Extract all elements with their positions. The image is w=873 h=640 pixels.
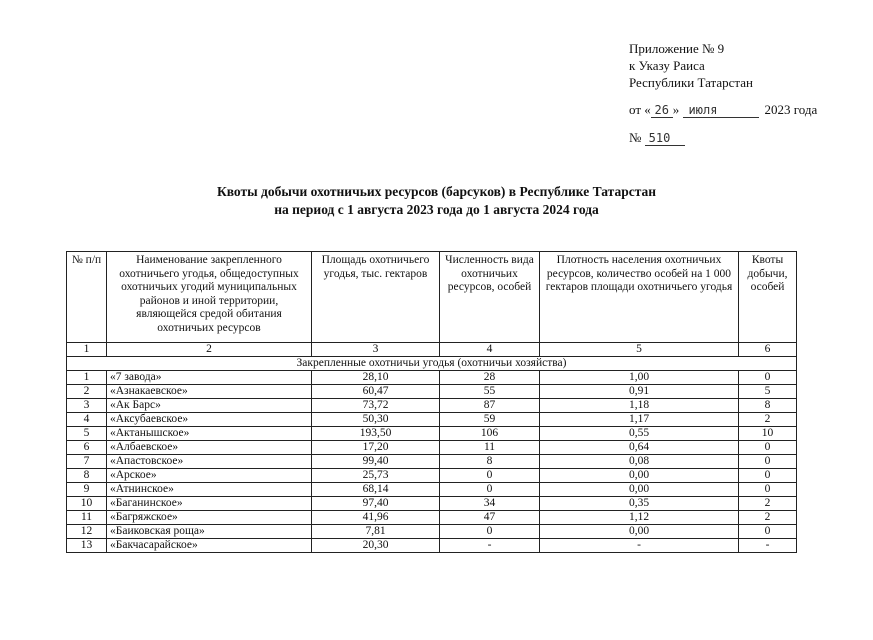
density-value: - [540, 539, 739, 553]
column-number: 6 [739, 343, 797, 357]
decree-date-line [629, 102, 817, 118]
hunting-ground-name: «7 завода» [107, 371, 312, 385]
hunting-ground-name: «Аксубаевское» [107, 413, 312, 427]
hunting-ground-name: «Бакчасарайское» [107, 539, 312, 553]
column-number: 3 [312, 343, 440, 357]
row-number: 9 [67, 483, 107, 497]
hunting-ground-name: «Ак Барс» [107, 399, 312, 413]
row-number: 4 [67, 413, 107, 427]
section-row [67, 357, 797, 371]
appendix-line-3: Республики Татарстан [629, 75, 753, 90]
quota-value: 2 [739, 497, 797, 511]
table-row [67, 525, 797, 539]
population-value: 0 [440, 483, 540, 497]
density-value: 0,35 [540, 497, 739, 511]
table-row [67, 413, 797, 427]
document-title [0, 183, 873, 219]
population-value: 0 [440, 469, 540, 483]
quota-value: - [739, 539, 797, 553]
table-row [67, 455, 797, 469]
header-cell-area: Площадь охотничьего угодья, тыс. гектаров [312, 252, 440, 343]
density-value: 1,00 [540, 371, 739, 385]
column-number: 2 [107, 343, 312, 357]
density-value: 1,17 [540, 413, 739, 427]
population-value: - [440, 539, 540, 553]
quota-value: 0 [739, 483, 797, 497]
area-value: 20,30 [312, 539, 440, 553]
population-value: 106 [440, 427, 540, 441]
column-numbers-row [67, 343, 797, 357]
population-value: 47 [440, 511, 540, 525]
row-number: 1 [67, 371, 107, 385]
hunting-ground-name: «Багряжское» [107, 511, 312, 525]
area-value: 68,14 [312, 483, 440, 497]
row-number: 6 [67, 441, 107, 455]
hunting-ground-name: «Баиковская роща» [107, 525, 312, 539]
decree-from-prefix: от « [629, 102, 651, 117]
table-row [67, 469, 797, 483]
row-number: 5 [67, 427, 107, 441]
table-row [67, 441, 797, 455]
table-header-row [67, 252, 797, 343]
header-cell-density: Плотность населения охотничьих ресурсов, количество особей на 1 000 гектаров площади охотничьего угодья [540, 252, 739, 343]
quota-value: 10 [739, 427, 797, 441]
header-cell-number: № п/п [67, 252, 107, 343]
density-value: 0,08 [540, 455, 739, 469]
table-row [67, 511, 797, 525]
header-cell-population: Численность вида охотничьих ресурсов, особей [440, 252, 540, 343]
row-number: 13 [67, 539, 107, 553]
population-value: 59 [440, 413, 540, 427]
row-number: 2 [67, 385, 107, 399]
density-value: 0,55 [540, 427, 739, 441]
quota-value: 0 [739, 441, 797, 455]
area-value: 28,10 [312, 371, 440, 385]
decree-day: 26 [651, 103, 673, 118]
quota-value: 0 [739, 469, 797, 483]
row-number: 10 [67, 497, 107, 511]
hunting-ground-name: «Азнакаевское» [107, 385, 312, 399]
quota-value: 0 [739, 525, 797, 539]
hunting-ground-name: «Актанышское» [107, 427, 312, 441]
table-row [67, 497, 797, 511]
row-number: 3 [67, 399, 107, 413]
quota-table [66, 251, 797, 553]
density-value: 0,00 [540, 469, 739, 483]
section-title: Закрепленные охотничьи угодья (охотничьи хозяйства) [67, 357, 797, 371]
table-row [67, 385, 797, 399]
quota-value: 0 [739, 455, 797, 469]
decree-quote-close: » [672, 102, 680, 117]
table-row [67, 427, 797, 441]
population-value: 0 [440, 525, 540, 539]
area-value: 193,50 [312, 427, 440, 441]
column-number: 5 [540, 343, 739, 357]
density-value: 0,00 [540, 525, 739, 539]
area-value: 25,73 [312, 469, 440, 483]
population-value: 8 [440, 455, 540, 469]
table-row [67, 483, 797, 497]
table-row [67, 399, 797, 413]
area-value: 50,30 [312, 413, 440, 427]
decree-number-prefix: № [629, 130, 642, 145]
document-title-line-2: на период с 1 августа 2023 года до 1 августа 2024 года [274, 202, 599, 217]
hunting-ground-name: «Атнинское» [107, 483, 312, 497]
decree-year: 2023 года [764, 102, 818, 117]
row-number: 8 [67, 469, 107, 483]
hunting-ground-name: «Апастовское» [107, 455, 312, 469]
header-cell-quota: Квоты добычи, особей [739, 252, 797, 343]
hunting-ground-name: «Арское» [107, 469, 312, 483]
table-row [67, 371, 797, 385]
area-value: 99,40 [312, 455, 440, 469]
population-value: 34 [440, 497, 540, 511]
area-value: 17,20 [312, 441, 440, 455]
appendix-line-2: к Указу Раиса [629, 58, 705, 73]
header-cell-name: Наименование закрепленного охотничьего угодья, общедоступных охотничьих угодий муниципальных районов и иной территории, являющейся средой обитания охотничьих ресурсов [107, 252, 312, 343]
population-value: 55 [440, 385, 540, 399]
quota-value: 2 [739, 511, 797, 525]
area-value: 7,81 [312, 525, 440, 539]
decree-number-line [629, 130, 685, 146]
document-title-line-1: Квоты добычи охотничьих ресурсов (барсуков) в Республике Татарстан [216, 184, 657, 199]
decree-month: июля [683, 103, 759, 118]
population-value: 11 [440, 441, 540, 455]
hunting-ground-name: «Баганинское» [107, 497, 312, 511]
appendix-line-1: Приложение № 9 [629, 41, 725, 56]
row-number: 7 [67, 455, 107, 469]
table-body [67, 371, 797, 553]
density-value: 0,00 [540, 483, 739, 497]
row-number: 12 [67, 525, 107, 539]
quota-value: 8 [739, 399, 797, 413]
table-row [67, 539, 797, 553]
hunting-ground-name: «Албаевское» [107, 441, 312, 455]
density-value: 1,18 [540, 399, 739, 413]
density-value: 0,64 [540, 441, 739, 455]
column-number: 1 [67, 343, 107, 357]
appendix-block [629, 40, 753, 91]
population-value: 28 [440, 371, 540, 385]
area-value: 97,40 [312, 497, 440, 511]
density-value: 1,12 [540, 511, 739, 525]
quota-value: 5 [739, 385, 797, 399]
row-number: 11 [67, 511, 107, 525]
area-value: 41,96 [312, 511, 440, 525]
density-value: 0,91 [540, 385, 739, 399]
quota-value: 2 [739, 413, 797, 427]
quota-value: 0 [739, 371, 797, 385]
area-value: 73,72 [312, 399, 440, 413]
column-number: 4 [440, 343, 540, 357]
population-value: 87 [440, 399, 540, 413]
area-value: 60,47 [312, 385, 440, 399]
decree-number: 510 [645, 131, 685, 146]
